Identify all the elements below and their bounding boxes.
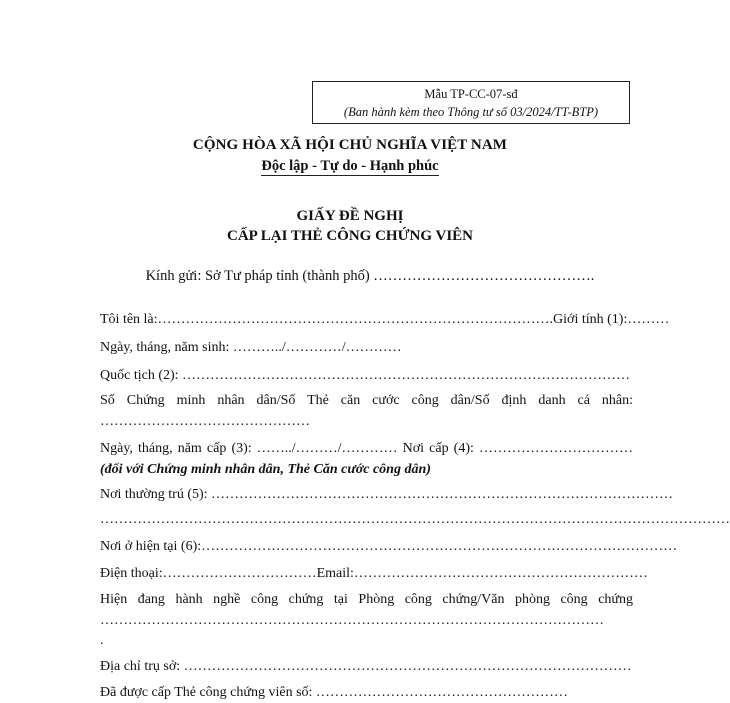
phone-email-row	[100, 563, 648, 584]
form-code: Mẫu TP-CC-07-sđ	[424, 87, 518, 101]
dob-field[interactable]: Ngày, tháng, năm sinh: ………../…………/…………	[100, 340, 402, 355]
issue-date-block	[100, 438, 633, 480]
full-name-field[interactable]: Tôi tên là:………………………………………………………………………….	[100, 312, 554, 327]
issue-note: (đối với Chứng minh nhân dân, Thẻ Căn cước công dân)	[100, 462, 431, 477]
document-title: GIẤY ĐỀ NGHỊ	[296, 208, 404, 224]
permanent-residence-field[interactable]: Nơi thường trú (5): ………………………………………………………………………………………	[100, 487, 674, 502]
practice-field[interactable]: Hiện đang hành nghề công chứng tại Phòng công chứng/Văn phòng công chứng ………………………………………………………………………………………………	[100, 592, 633, 628]
email-field[interactable]: Email:………………………………………………………	[316, 566, 648, 581]
issue-date-field[interactable]: Ngày, tháng, năm cấp (3): ……../………/………… Nơi cấp (4): ……………………………	[100, 441, 633, 456]
practice-end: .	[100, 633, 104, 648]
motto-text: Độc lập - Tự do - Hạnh phúc	[261, 158, 439, 174]
card-number-field[interactable]: Đã được cấp Thẻ công chứng viên số: ………………………………………………	[100, 685, 568, 700]
gender-field[interactable]: Giới tính (1):………	[553, 312, 670, 327]
form-issued-by: (Ban hành kèm theo Thông tư số 03/2024/TT-BTP)	[343, 105, 599, 119]
permanent-residence-cont-field[interactable]: ………………………………………………………………………………………………………………………	[100, 512, 730, 527]
nationality-field[interactable]: Quốc tịch (2): ……………………………………………………………………………………	[100, 368, 631, 383]
document-subtitle: CẤP LẠI THẺ CÔNG CHỨNG VIÊN	[226, 228, 473, 244]
motto-heading	[0, 158, 700, 175]
id-number-field[interactable]: Số Chứng minh nhân dân/Số Thẻ căn cước công dân/Số định danh cá nhân: ………………………………………	[100, 393, 633, 429]
name-gender-row	[100, 309, 670, 330]
current-residence-field[interactable]: Nơi ở hiện tại (6):…………………………………………………………………………………………	[100, 539, 678, 554]
nation-heading: CỘNG HÒA XÃ HỘI CHỦ NGHĨA VIỆT NAM	[192, 137, 508, 153]
form-code-box	[312, 81, 630, 124]
phone-field[interactable]: Điện thoại:……………………………	[100, 566, 317, 581]
head-office-field[interactable]: Địa chỉ trụ sở: ……………………………………………………………………………………	[100, 659, 632, 674]
recipient-line: Kính gửi: Sở Tư pháp tỉnh (thành phố) ……………………………………….	[145, 268, 595, 284]
